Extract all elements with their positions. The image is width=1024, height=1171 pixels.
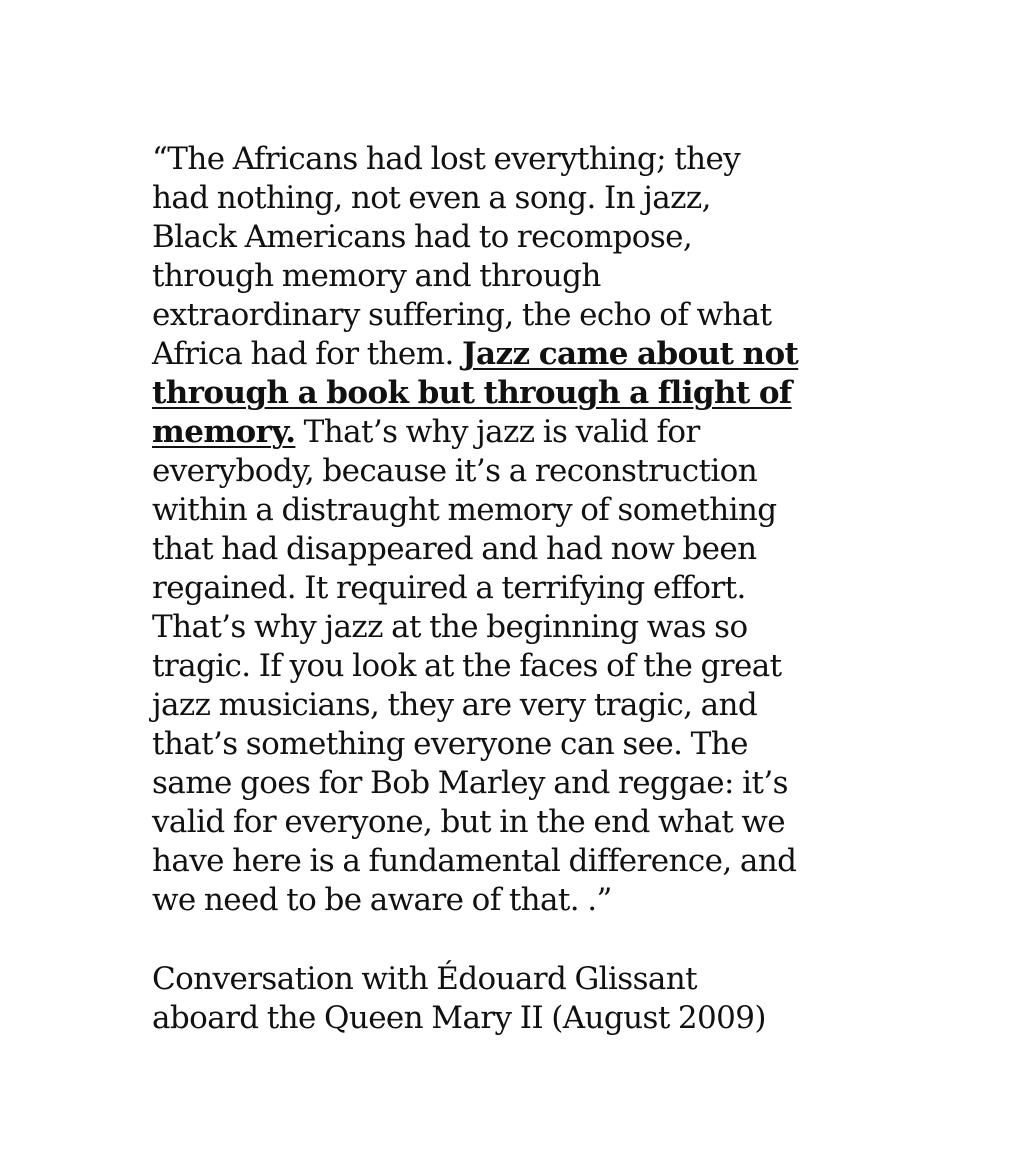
emphasized-text: through a book but through a flight of [152,375,792,411]
quote-line: that’s something everyone can see. The [152,726,748,762]
quote-line: through memory and through [152,258,601,294]
quote-line: extraordinary suffering, the echo of what [152,297,772,333]
quote-line: Black Americans had to recompose, [152,219,693,255]
attribution [152,960,892,1038]
quote-line: that had disappeared and had now been [152,531,757,567]
quote-text: That’s why jazz is valid for [295,414,700,450]
quote-line: had nothing, not even a song. In jazz, [152,180,711,216]
quote-line: same goes for Bob Marley and reggae: it’s [152,765,788,801]
quote-line: everybody, because it’s a reconstruction [152,453,758,489]
quote-text: Africa had for them. [152,336,462,372]
quote-line: “The Africans had lost everything; they [152,141,741,177]
quote-line [152,335,892,374]
attribution-line: Conversation with Édouard Glissant [152,961,698,997]
quote-line: valid for everyone, but in the end what we [152,804,786,840]
attribution-line: aboard the Queen Mary II (August 2009) [152,1000,766,1036]
emphasized-text: memory. [152,414,296,450]
quote-line: within a distraught memory of something [152,492,777,528]
quote-line: tragic. If you look at the faces of the great [152,648,782,684]
emphasized-text: Jazz came about not [461,336,799,372]
quote-line: That’s why jazz at the beginning was so [152,609,748,645]
quote-line: we need to be aware of that. .” [152,882,612,918]
quote-line [152,413,892,452]
quote-line [152,374,892,413]
quote-block [152,140,892,920]
quote-line: have here is a fundamental difference, and [152,843,797,879]
quote-line: regained. It required a terrifying effort. [152,570,746,606]
quote-line: jazz musicians, they are very tragic, and [152,687,758,723]
